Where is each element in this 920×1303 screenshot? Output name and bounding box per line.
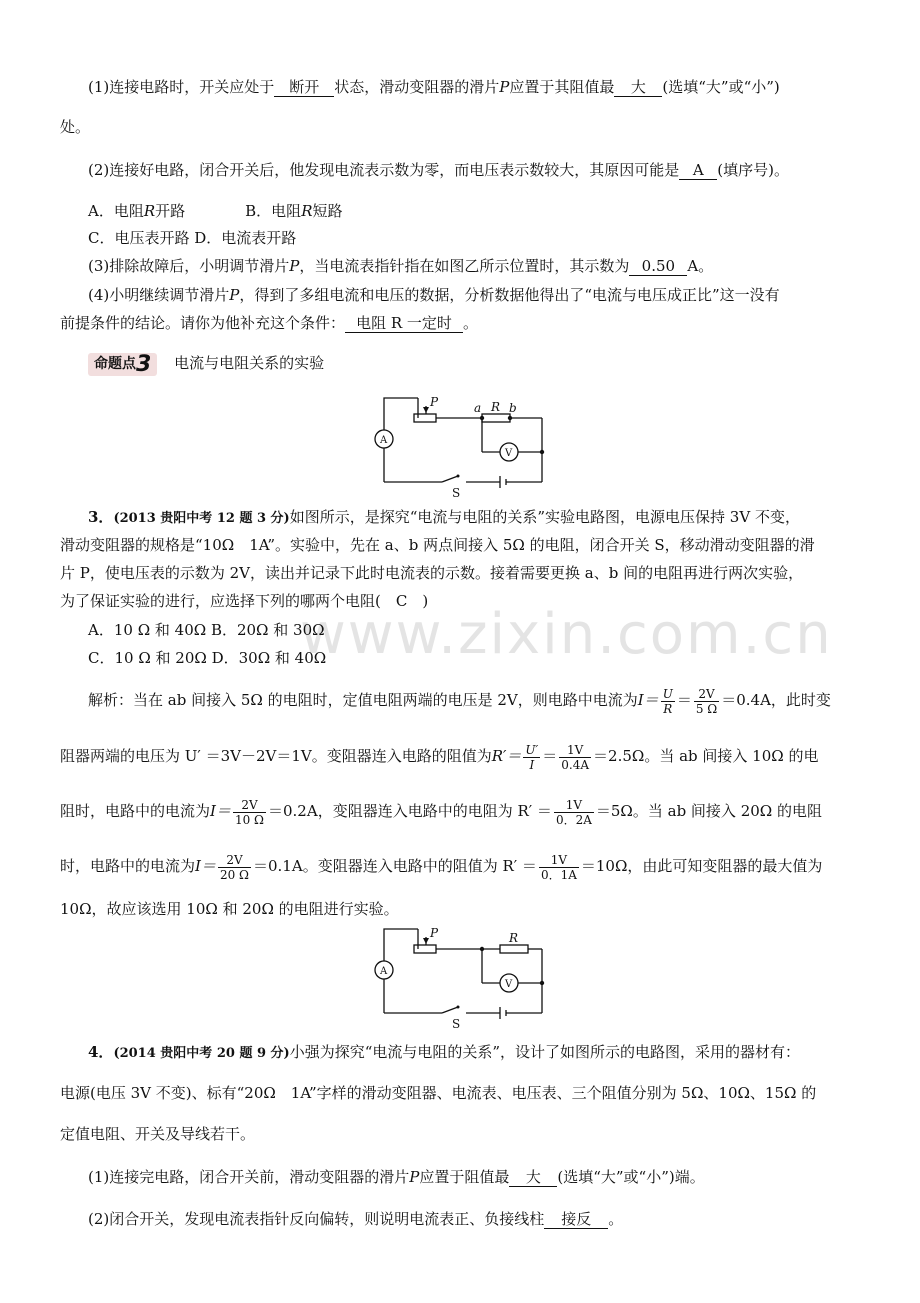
text: 状态，滑动变阻器的滑片	[334, 78, 500, 96]
voltmeter-label: V	[505, 979, 513, 990]
ammeter-label: A	[380, 435, 388, 446]
answer-blank: 接反	[544, 1210, 608, 1229]
text: 前提条件的结论。请你为他补充这个条件：	[60, 314, 346, 332]
q2-options-cd: C．电压表开路 D．电流表开路	[88, 229, 297, 247]
q3-line4: 为了保证实验的进行，应选择下列的哪两个电阻( C )	[60, 592, 429, 610]
text: 如图所示，是探究“电流与电阻的关系”实验电路图，电源电压保持 3V 不变，	[289, 508, 800, 526]
watermark: www.zixin.com.cn	[300, 602, 833, 667]
text: ＝0.4A，此时变	[721, 691, 831, 709]
text: 。	[463, 314, 479, 332]
badge-text: 命题点	[94, 356, 136, 372]
numerator: 1V	[559, 743, 591, 758]
text: 应置于其阻值最	[509, 78, 615, 96]
q3-options-cd: C．10 Ω 和 20Ω D．30Ω 和 40Ω	[88, 649, 327, 667]
denominator: 10 Ω	[234, 812, 264, 827]
fraction	[233, 798, 266, 827]
text: ＝	[676, 691, 692, 709]
q3-options-ab: A．10 Ω 和 40Ω B．20Ω 和 30Ω	[88, 621, 325, 639]
text: A。	[687, 257, 714, 275]
numerator: 1V	[539, 853, 579, 868]
q4-part1	[88, 1166, 862, 1188]
analysis-line1	[88, 684, 862, 716]
q2-part4-line2	[60, 312, 862, 334]
q2-part3	[88, 255, 862, 277]
fraction	[218, 853, 251, 882]
variable: P	[289, 257, 300, 275]
text: ＝5Ω。当 ab 间接入 20Ω 的电阻	[595, 802, 822, 820]
voltmeter-label: V	[505, 448, 513, 459]
q2-part4-line1	[88, 284, 862, 306]
variable: P	[229, 286, 240, 304]
q3-line3: 片 P，使电压表的示数为 2V，读出并记录下此时电流表的示数。接着需要更换 a、b 间的电阻再进行两次实验，	[60, 564, 804, 582]
answer-blank: 0.50	[629, 257, 687, 276]
denominator: 0．1A	[540, 867, 577, 882]
q4-line2: 电源(电压 3V 不变)、标有“20Ω 1A”字样的滑动变阻器、电流表、电压表、三个阻值分别为 5Ω、10Ω、15Ω 的	[60, 1084, 817, 1102]
text: (填序号)。	[717, 161, 789, 179]
fraction	[554, 798, 594, 827]
text: 解析：当在 ab 间接入 5Ω 的电阻时，定值电阻两端的电压是 2V，则电路中电流为	[88, 691, 638, 709]
denominator: 0．2A	[555, 812, 592, 827]
fraction	[694, 687, 719, 716]
question-source: (2013 贵阳中考 12 题 3 分)	[113, 511, 290, 526]
variable: I＝	[210, 802, 231, 820]
question-number: 4．	[88, 1043, 114, 1061]
ammeter-label: A	[380, 966, 388, 977]
denominator: R	[663, 701, 673, 716]
q3-line2: 滑动变阻器的规格是“10Ω 1A”。实验中，先在 a、b 两点间接入 5Ω 的电阻，闭合开关 S，移动滑动变阻器的滑	[60, 536, 815, 554]
variable: R	[143, 202, 156, 220]
q4-line3: 定值电阻、开关及导线若干。	[60, 1125, 256, 1143]
circuit-diagram-2	[370, 923, 550, 1033]
q3-line1	[88, 506, 862, 530]
label-P: P	[430, 926, 439, 940]
section-title: 电流与电阻关系的实验	[174, 354, 325, 372]
text: 应置于阻值最	[419, 1168, 510, 1186]
answer-blank: 大	[614, 78, 662, 97]
answer-blank: A	[679, 161, 717, 180]
analysis-line4	[60, 850, 862, 882]
text: 短路	[312, 202, 343, 220]
switch-label: S	[452, 1017, 461, 1031]
analysis-line2	[60, 740, 862, 772]
text: (选填“大”或“小”)	[662, 78, 780, 96]
label-b: b	[509, 401, 517, 415]
section-header	[88, 352, 862, 376]
text: B．电阻	[245, 202, 302, 220]
label-a: a	[474, 401, 482, 415]
variable: R′＝	[491, 747, 522, 765]
circuit-diagram-1	[370, 392, 550, 502]
label-R: R	[491, 400, 501, 414]
label-P: P	[430, 395, 439, 409]
fraction	[539, 853, 579, 882]
q2-part2	[88, 159, 862, 181]
text: ，当电流表指针指在如图乙所示位置时，其示数为	[299, 257, 630, 275]
answer-blank: 断开	[274, 78, 334, 97]
numerator: 2V	[233, 798, 266, 813]
text: 。	[608, 1210, 624, 1228]
text: ＝2.5Ω。当 ab 间接入 10Ω 的电	[593, 747, 819, 765]
variable: P	[499, 78, 510, 96]
numerator: 2V	[218, 853, 251, 868]
q4-part2	[88, 1208, 862, 1230]
denominator: 0.4A	[561, 757, 590, 772]
section-badge	[88, 353, 157, 376]
q4-line1	[88, 1041, 862, 1065]
denominator: 5 Ω	[695, 701, 718, 716]
answer-blank: 电阻 R 一定时	[345, 314, 463, 333]
text: (1)连接电路时，开关应处于	[88, 78, 275, 96]
text: ＝	[542, 747, 558, 765]
numerator: U	[662, 686, 673, 701]
question-number: 3．	[88, 508, 114, 526]
variable: I＝	[637, 691, 659, 709]
text: ，得到了多组电流和电压的数据，分析数据他得出了“电流与电压成正比”这一没有	[239, 286, 780, 304]
variable: I＝	[195, 857, 216, 875]
fraction	[559, 743, 591, 772]
fraction	[523, 743, 540, 772]
switch-label: S	[452, 486, 461, 500]
q2-options-ab	[88, 200, 862, 222]
q2-part1-line2: 处。	[60, 118, 91, 136]
analysis-line3	[60, 795, 862, 827]
numerator: 2V	[694, 687, 719, 702]
label-R: R	[509, 931, 519, 945]
text: 小强为探究“电流与电阻的关系”，设计了如图所示的电路图，采用的器材有：	[289, 1043, 801, 1061]
text: ＝0.1A。变阻器连入电路中的阻值为 R′ ＝	[253, 857, 537, 875]
text: 阻时，电路中的电流为	[60, 802, 211, 820]
text: ＝0.2A，变阻器连入电路中的电阻为 R′ ＝	[268, 802, 552, 820]
variable: P	[409, 1168, 420, 1186]
analysis-line5: 10Ω，故应该选用 10Ω 和 20Ω 的电阻进行实验。	[60, 900, 399, 918]
variable: R	[301, 202, 313, 220]
text: ＝10Ω，由此可知变阻器的最大值为	[580, 857, 823, 875]
text: 开路	[155, 202, 186, 220]
text: (1)连接完电路，闭合开关前，滑动变阻器的滑片	[88, 1168, 410, 1186]
text: 时，电路中的电流为	[60, 857, 196, 875]
text: (4)小明继续调节滑片	[88, 286, 230, 304]
q2-part1-line1	[88, 76, 862, 98]
text: (选填“大”或“小”)端。	[557, 1168, 705, 1186]
denominator: I	[529, 757, 535, 772]
denominator: 20 Ω	[219, 867, 249, 882]
numerator: U′	[525, 742, 539, 757]
text: (2)连接好电路，闭合开关后，他发现电流表示数为零，而电压表示数较大，其原因可能是	[88, 161, 680, 179]
answer-blank: 大	[509, 1168, 557, 1187]
numerator: 1V	[554, 798, 594, 813]
text: A．电阻	[88, 202, 144, 220]
text: (3)排除故障后，小明调节滑片	[88, 257, 290, 275]
question-source: (2014 贵阳中考 20 题 9 分)	[113, 1046, 290, 1061]
text: 阻器两端的电压为 U′ ＝3V－2V＝1V。变阻器连入电路的阻值为	[60, 747, 492, 765]
fraction	[661, 687, 675, 716]
text: (2)闭合开关，发现电流表指针反向偏转，则说明电流表正、负接线柱	[88, 1210, 545, 1228]
badge-number: 3	[136, 352, 152, 377]
